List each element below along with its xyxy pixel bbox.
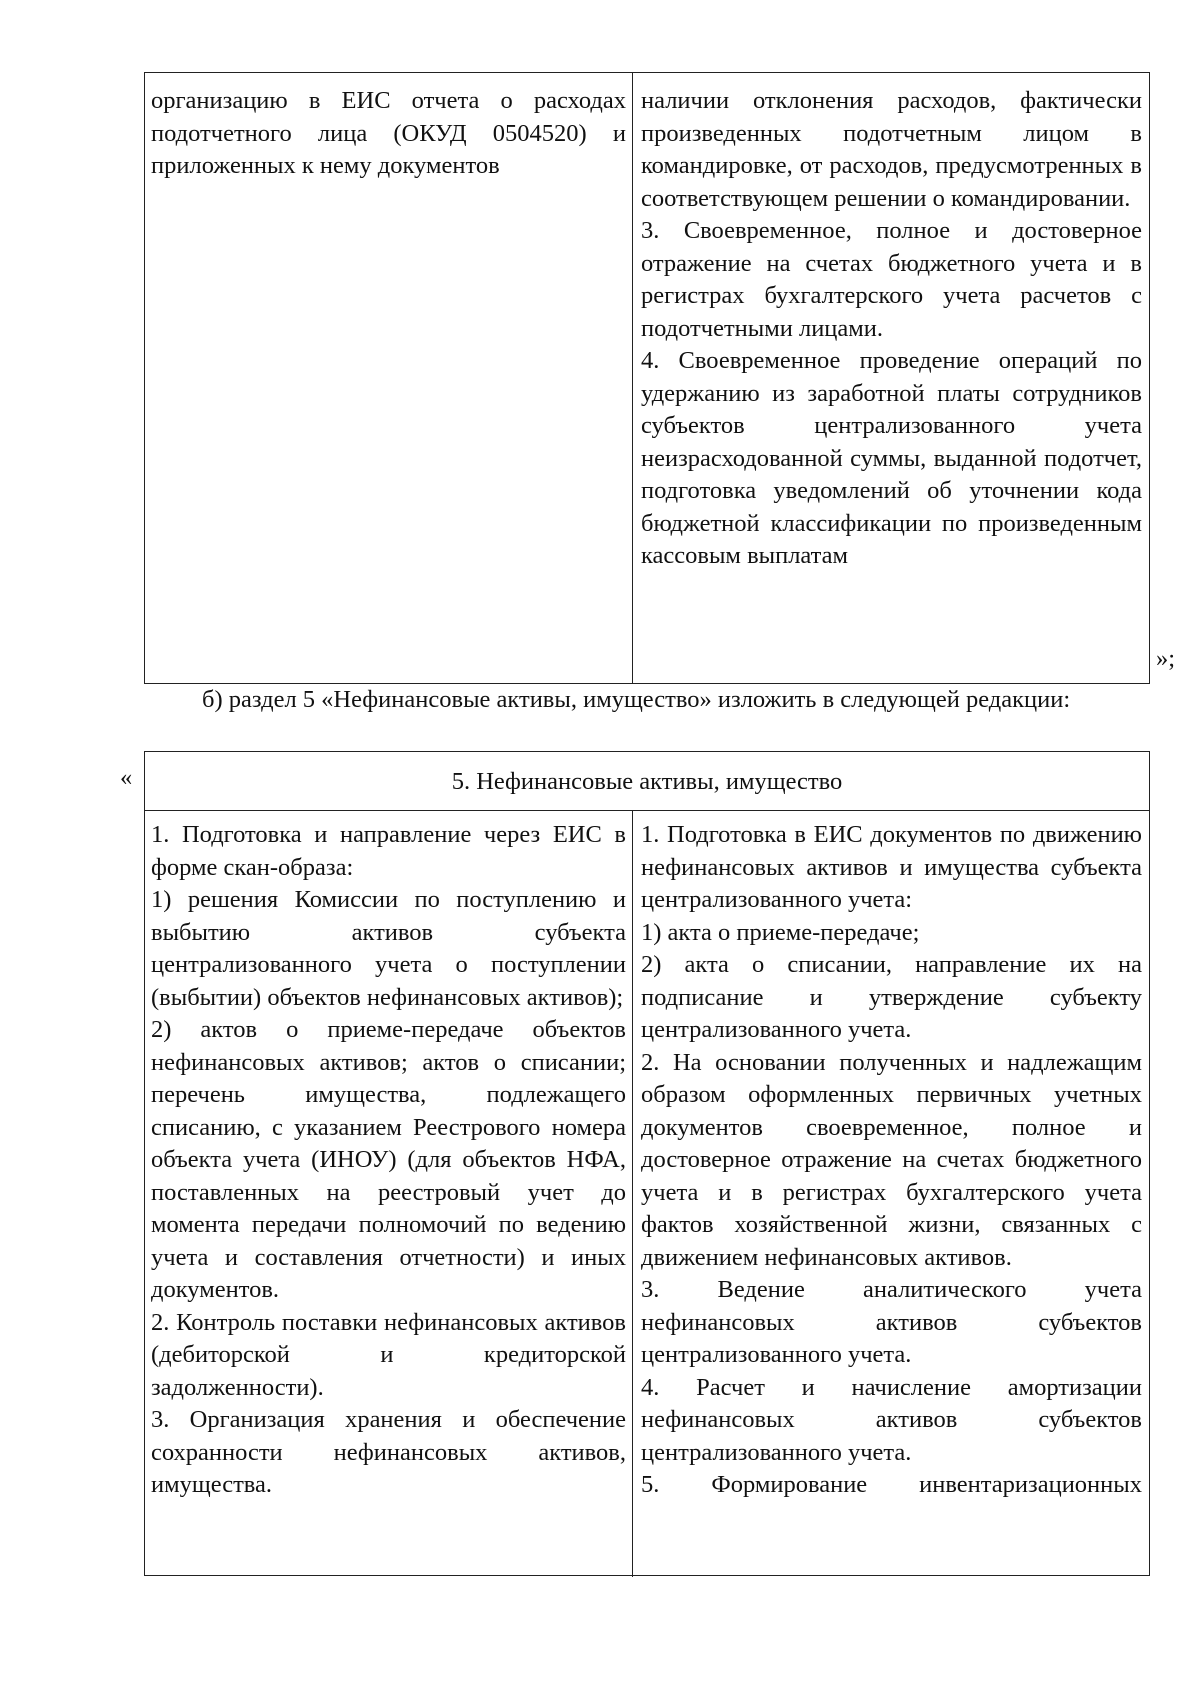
table-section-5 <box>144 751 1150 1576</box>
table1-right-para: 3. Своевременное, полное и достоверное отражение на счетах бюджетного учета и в регистрах бухгалтерского учета расчетов с подотчетными лицами. <box>641 217 1142 342</box>
table-row <box>145 811 1149 1577</box>
table1-right-cell <box>633 73 1148 683</box>
table2-right-para: 2. На основании полученных и надлежащим образом оформленных первичных учетных документов своевременное, полное и достоверное отражение на счетах бюджетного учета и в регистрах бухгалтерского учета фактов хозяйственной жизни, связанных с движением нефинансовых активов. <box>641 1048 1142 1271</box>
table2-right-para: 1. Подготовка в ЕИС документов по движению нефинансовых активов и имущества субъекта централизованного учета: <box>641 821 1142 913</box>
table1-left-text: организацию в ЕИС отчета о расходах подотчетного лица (ОКУД 0504520) и приложенных к нему документов <box>151 87 626 179</box>
table2-right-para: 1) акта о приеме-передаче; <box>641 918 920 946</box>
table1-right-para: 4. Своевременное проведение операций по удержанию из заработной платы сотрудников субъектов централизованного учета неизрасходованной суммы, выданной подотчет, подготовка уведомлений об уточнении кода бюджетной классификации по произведенным кассовым выплатам <box>641 347 1142 569</box>
opening-quote: « <box>120 764 133 791</box>
table2-right-para: 3. Ведение аналитического учета нефинансовых активов субъектов централизованного учета. <box>641 1276 1142 1368</box>
table2-left-para: 1) решения Комиссии по поступлению и выбытию активов субъекта централизованного учета о поступлении (выбытии) объектов нефинансовых активов); <box>151 886 626 1011</box>
table2-left-para: 3. Организация хранения и обеспечение сохранности нефинансовых активов, имущества. <box>151 1406 626 1498</box>
table-row <box>145 73 1149 683</box>
closing-quote: »; <box>1156 645 1176 672</box>
table2-right-para: 2) акта о списании, направление их на подписание и утверждение субъекту централизованного учета. <box>641 951 1142 1043</box>
table-continuation <box>144 72 1150 684</box>
table2-left-para: 2) актов о приеме-передаче объектов нефинансовых активов; актов о списании; перечень имущества, подлежащего списанию, с указанием Реестрового номера объекта учета (ИНОУ) (для объектов НФА, поставленных на реестровый учет до момента передачи полномочий по ведению учета и составления отчетности) и иных документов. <box>151 1016 626 1303</box>
table2-left-para: 1. Подготовка и направление через ЕИС в форме скан-образа: <box>151 821 626 881</box>
table2-right-para: 4. Расчет и начисление амортизации нефинансовых активов субъектов централизованного учета. <box>641 1373 1142 1466</box>
table2-left-para: 2. Контроль поставки нефинансовых активов (дебиторской и кредиторской задолженности). <box>151 1308 626 1401</box>
table2-left-cell <box>145 811 633 1577</box>
table2-header: 5. Нефинансовые активы, имущество <box>145 752 1149 811</box>
table1-right-para: наличии отклонения расходов, фактически произведенных подотчетным лицом в командировке, от расходов, предусмотренных в соответствующем решении о командировании. <box>641 87 1142 212</box>
table2-right-cell <box>633 811 1148 1577</box>
section-intro-paragraph: б) раздел 5 «Нефинансовые активы, имущество» изложить в следующей редакции: <box>202 686 1071 713</box>
table1-left-cell <box>145 73 633 683</box>
table2-right-para: 5. Формирование инвентаризационных <box>641 1471 1142 1498</box>
